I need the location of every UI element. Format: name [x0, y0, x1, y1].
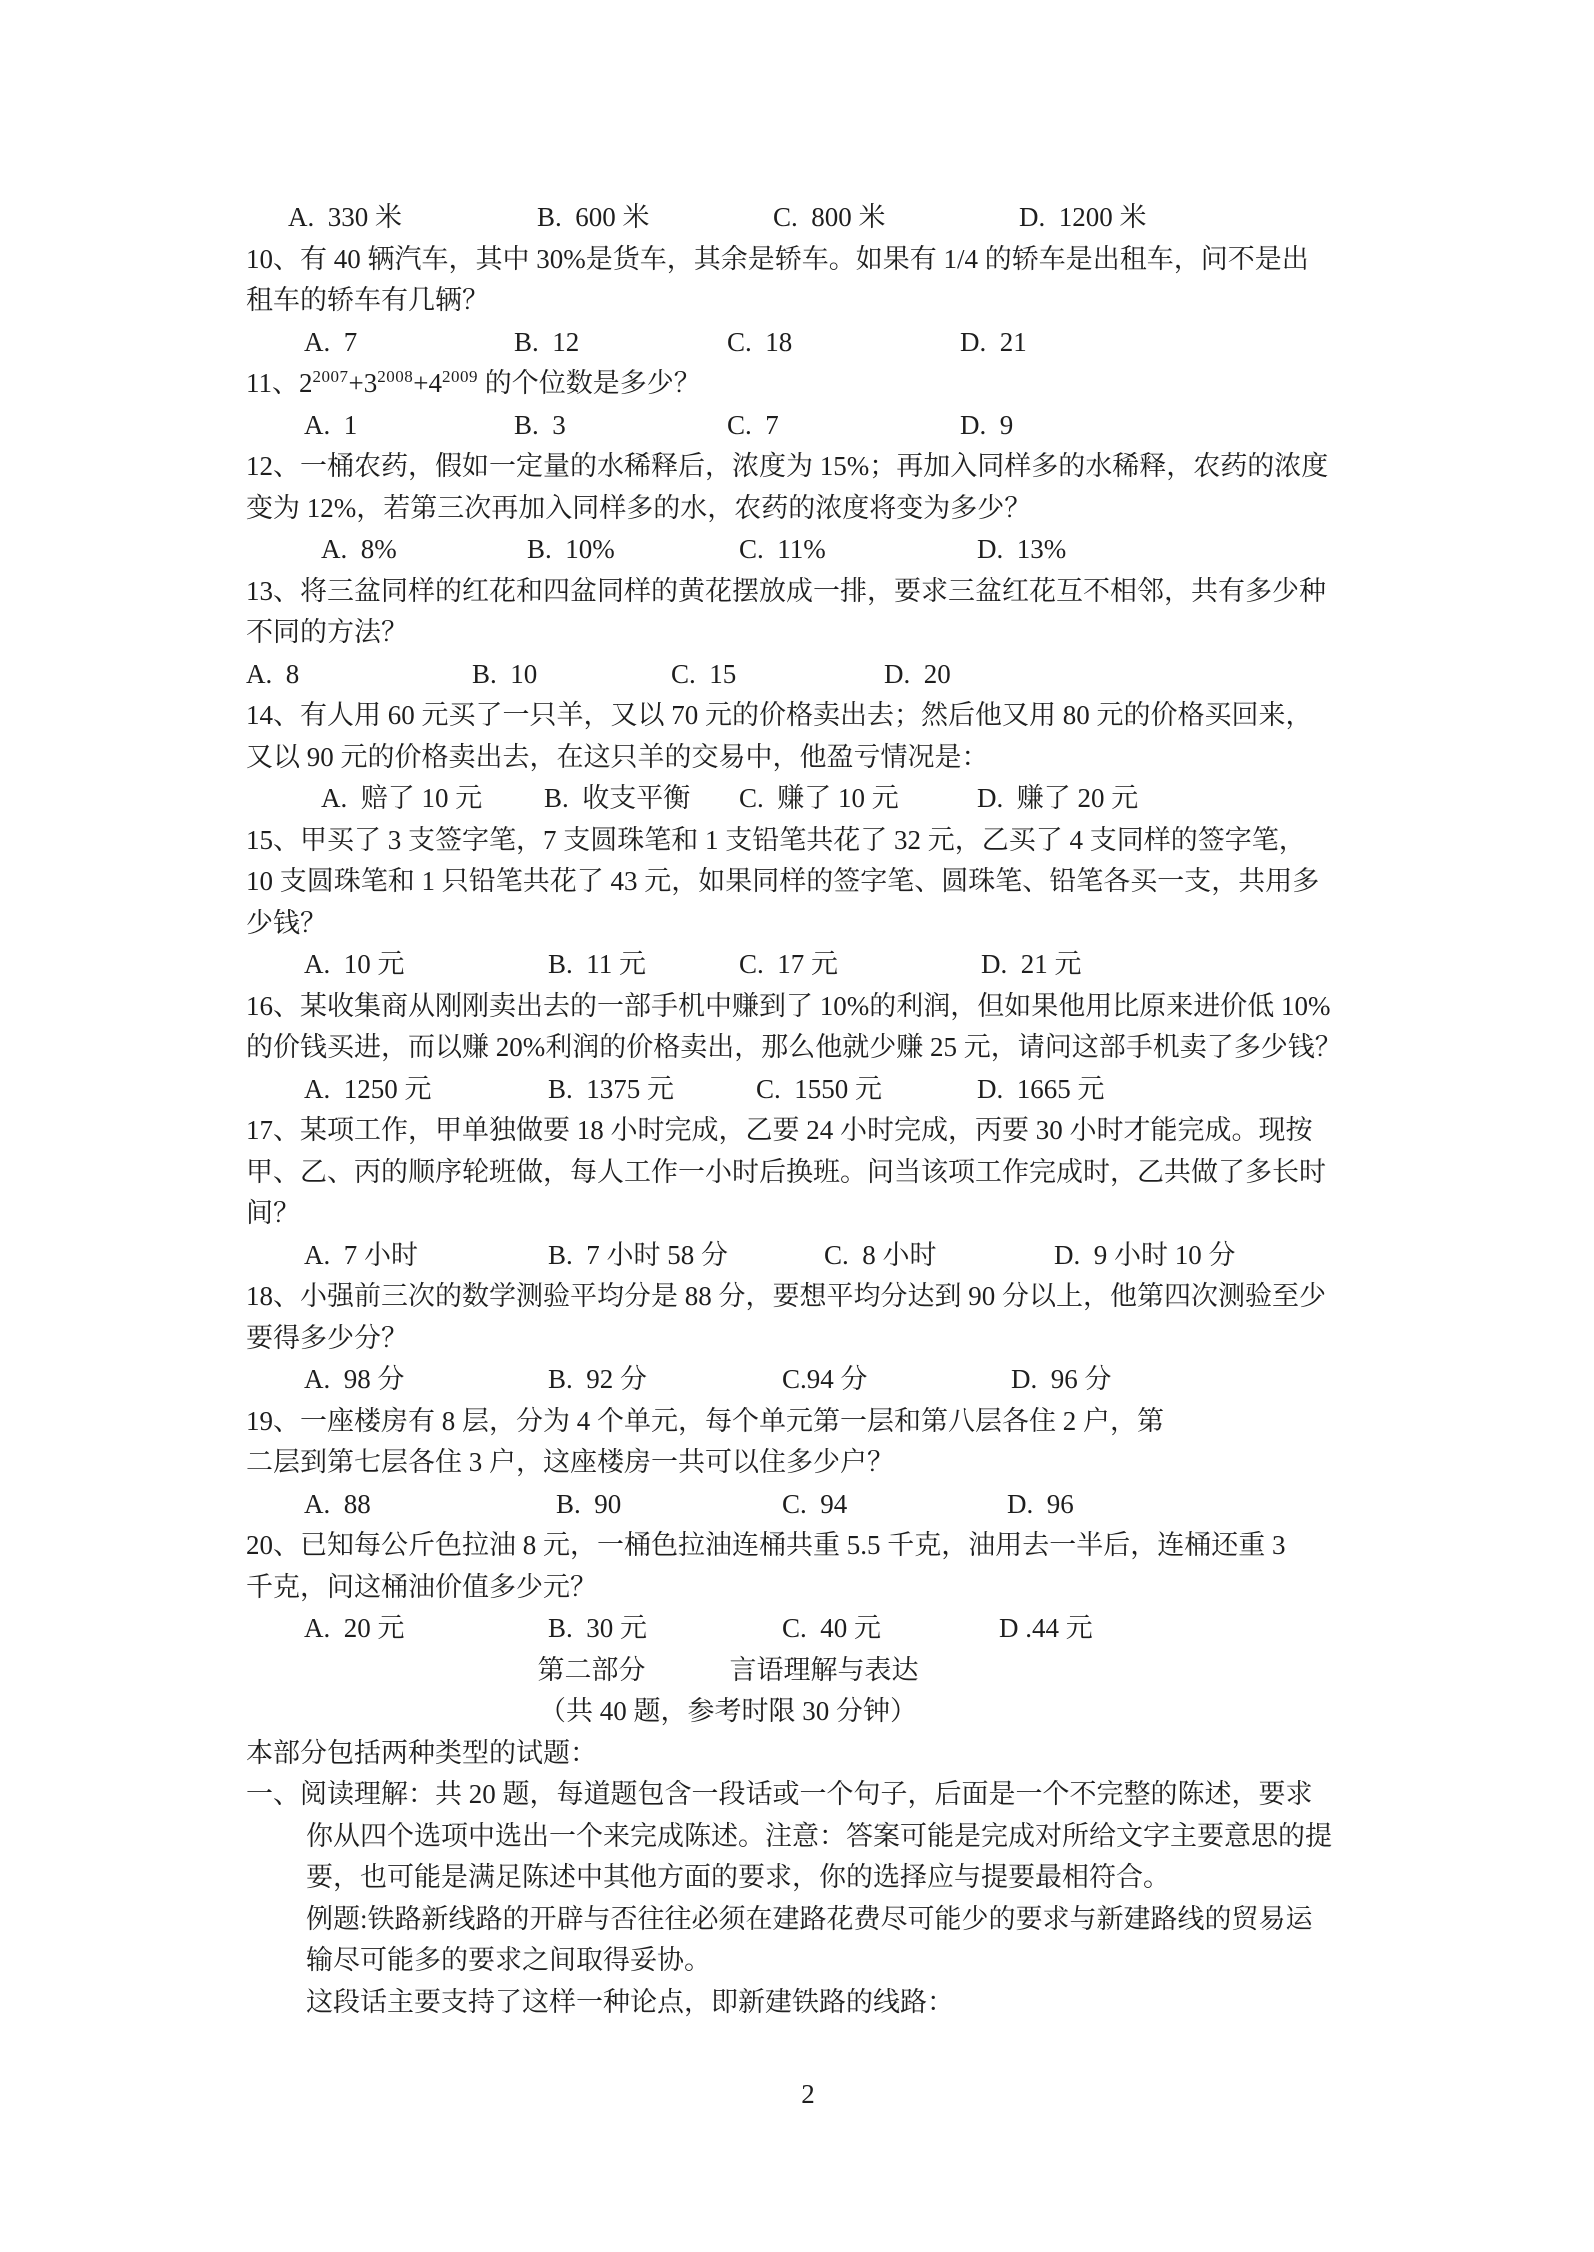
option-d: D. 1665 元	[977, 1073, 1105, 1104]
option-c: C. 7	[727, 409, 779, 440]
option-b: B. 10%	[527, 534, 615, 564]
option-a: A. 8	[246, 658, 300, 689]
question-11-mid: +3	[348, 368, 378, 398]
option-b: B. 30 元	[548, 1613, 648, 1643]
option-a: A. 7 小时	[304, 1239, 418, 1270]
question-18-text-line-2: 要得多少分？	[246, 1322, 408, 1353]
option-d: D. 96	[1007, 1488, 1074, 1519]
option-c: C. 40 元	[782, 1613, 882, 1643]
question-20-text-line-1: 20、已知每公斤色拉油 8 元，一桶色拉油连桶共重 5.5 千克，油用去一半后，连桶还重 3	[246, 1530, 1286, 1560]
question-20-options-row	[246, 1608, 1350, 1650]
option-d: D. 1200 米	[1019, 202, 1147, 232]
option-c: C. 800 米	[773, 202, 886, 232]
question-11-mid: +4	[413, 368, 442, 398]
question-16-text-line-1: 16、某收集商从刚刚卖出去的一部手机中赚到了 10%的利润，但如果他用比原来进价低 10%	[246, 990, 1331, 1021]
question-9-options-row	[246, 197, 1350, 239]
exponent: 2008	[377, 367, 414, 386]
question-14-text-line-1: 14、有人用 60 元买了一只羊，又以 70 元的价格卖出去；然后他又用 80 元的价格买回来，	[246, 700, 1313, 730]
page-number-value: 2	[801, 2079, 815, 2109]
section-2-title-name: 言语理解与表达	[729, 1654, 919, 1685]
option-b: B. 92 分	[548, 1364, 648, 1394]
question-14-text-line-2: 又以 90 元的价格卖出去，在这只羊的交易中，他盈亏情况是：	[246, 741, 989, 772]
question-15-options-row	[246, 944, 1350, 986]
question-19-text-line-1: 19、一座楼房有 8 层，分为 4 个单元，每个单元第一层和第八层各住 2 户，第	[246, 1405, 1164, 1436]
option-c: C. 18	[727, 326, 793, 357]
option-d: D .44 元	[999, 1613, 1093, 1643]
option-a: A. 8%	[321, 534, 397, 564]
option-b: B. 3	[514, 409, 566, 440]
option-c: C. 15	[671, 658, 737, 689]
option-d: D. 9 小时 10 分	[1054, 1239, 1236, 1270]
question-12-text-line-2: 变为 12%，若第三次再加入同样多的水，农药的浓度将变为多少？	[246, 492, 1032, 523]
section-2-title-label: 第二部分	[537, 1654, 646, 1685]
option-d: D. 20	[884, 658, 951, 689]
reading-comprehension-line-1: 一、阅读理解：共 20 题，每道题包含一段话或一个句子，后面是一个不完整的陈述，要求	[246, 1779, 1313, 1809]
question-11-text	[246, 363, 1350, 405]
question-11-suffix: 的个位数是多少？	[477, 368, 701, 398]
option-a: A. 1	[304, 409, 358, 440]
question-19-text-line-2: 二层到第七层各住 3 户，这座楼房一共可以住多少户？	[246, 1447, 894, 1477]
example-question-stem: 这段话主要支持了这样一种论点，即新建铁路的线路：	[306, 1986, 954, 2017]
question-12-options-row	[246, 529, 1350, 571]
question-11-prefix: 11、2	[246, 368, 313, 398]
option-d: D. 96 分	[1011, 1364, 1112, 1394]
question-13-text-line-1: 13、将三盆同样的红花和四盆同样的黄花摆放成一排，要求三盆红花互不相邻，共有多少种	[246, 575, 1326, 606]
section-2-subtitle: （共 40 题，参考时限 30 分钟）	[539, 1696, 917, 1726]
question-14-options-row	[246, 778, 1350, 820]
option-b: B. 1375 元	[548, 1073, 675, 1104]
option-c: C. 11%	[739, 534, 826, 564]
question-15-text-line-3: 少钱？	[246, 907, 327, 938]
option-d: D. 9	[960, 409, 1014, 440]
option-a: A. 10 元	[304, 949, 405, 979]
option-c: C. 赚了 10 元	[739, 783, 899, 813]
question-16-options-row	[246, 1069, 1350, 1111]
example-question-line-1: 例题:铁路新线路的开辟与否往往必须在建路花费尽可能少的要求与新建路线的贸易运	[306, 1903, 1313, 1934]
option-a: A. 7	[304, 326, 358, 357]
option-a: A. 赔了 10 元	[321, 783, 483, 813]
option-c: C. 1550 元	[756, 1073, 883, 1104]
example-question-line-2: 输尽可能多的要求之间取得妥协。	[306, 1945, 711, 1975]
question-18-text-line-1: 18、小强前三次的数学测验平均分是 88 分，要想平均分达到 90 分以上，他第四次测验至少	[246, 1281, 1326, 1311]
question-20-text-line-2: 千克，问这桶油价值多少元？	[246, 1571, 597, 1602]
question-16-text-line-2: 的价钱买进，而以赚 20%利润的价格卖出，那么他就少赚 25 元，请问这部手机卖了多少钱？	[246, 1032, 1342, 1062]
option-b: B. 收支平衡	[544, 783, 691, 813]
option-c: C.94 分	[782, 1364, 868, 1394]
reading-comprehension-line-3: 要，也可能是满足陈述中其他方面的要求，你的选择应与提要最相符合。	[306, 1862, 1170, 1892]
reading-comprehension-line-2: 你从四个选项中选出一个来完成陈述。注意：答案可能是完成对所给文字主要意思的提	[306, 1820, 1332, 1851]
question-12-text-line-1: 12、一桶农药，假如一定量的水稀释后，浓度为 15%；再加入同样多的水稀释，农药的浓度	[246, 451, 1329, 481]
question-11-options-row	[246, 405, 1350, 447]
question-18-options-row	[246, 1359, 1350, 1401]
question-10-text-line-1: 10、有 40 辆汽车，其中 30%是货车，其余是轿车。如果有 1/4 的轿车是出租车，问不是出	[246, 243, 1309, 274]
option-b: B. 7 小时 58 分	[548, 1239, 729, 1270]
question-17-text-line-2: 甲、乙、丙的顺序轮班做，每人工作一小时后换班。问当该项工作完成时，乙共做了多长时	[246, 1156, 1326, 1187]
option-a: A. 98 分	[304, 1364, 405, 1394]
question-17-options-row	[246, 1235, 1350, 1277]
question-13-options-row	[246, 654, 1350, 696]
option-c: C. 94	[782, 1488, 848, 1519]
option-a: A. 1250 元	[304, 1073, 432, 1104]
page-number	[246, 2074, 1350, 2116]
question-17-text-line-3: 间？	[246, 1198, 300, 1228]
option-d: D. 21 元	[981, 949, 1082, 979]
question-15-text-line-1: 15、甲买了 3 支签字笔，7 支圆珠笔和 1 支铅笔共花了 32 元，乙买了 4 支同样的签字笔，	[246, 824, 1306, 855]
section-2-title	[176, 1650, 1280, 1692]
question-15-text-line-2: 10 支圆珠笔和 1 只铅笔共花了 43 元，如果同样的签字笔、圆珠笔、铅笔各买一支，共用多	[246, 866, 1320, 896]
question-10-options-row	[246, 322, 1350, 364]
option-a: A. 330 米	[288, 202, 402, 232]
question-17-text-line-1: 17、某项工作，甲单独做要 18 小时完成，乙要 24 小时完成，丙要 30 小时才能完成。现按	[246, 1115, 1313, 1145]
option-b: B. 600 米	[537, 202, 650, 232]
option-d: D. 赚了 20 元	[977, 783, 1139, 813]
option-c: C. 8 小时	[824, 1239, 937, 1270]
question-10-text-line-2: 租车的轿车有几辆？	[246, 285, 489, 315]
question-19-options-row	[246, 1484, 1350, 1526]
option-d: D. 21	[960, 326, 1027, 357]
option-b: B. 10	[472, 658, 538, 689]
option-a: A. 88	[304, 1488, 371, 1519]
option-b: B. 90	[556, 1488, 622, 1519]
exponent: 2009	[441, 367, 478, 386]
option-b: B. 11 元	[548, 949, 647, 979]
option-b: B. 12	[514, 326, 580, 357]
option-a: A. 20 元	[304, 1613, 405, 1643]
section-2-intro: 本部分包括两种类型的试题：	[246, 1737, 597, 1768]
page-content	[246, 197, 1350, 2023]
option-c: C. 17 元	[739, 949, 839, 979]
exponent: 2007	[312, 367, 349, 386]
question-13-text-line-2: 不同的方法？	[246, 617, 408, 647]
option-d: D. 13%	[977, 534, 1067, 564]
